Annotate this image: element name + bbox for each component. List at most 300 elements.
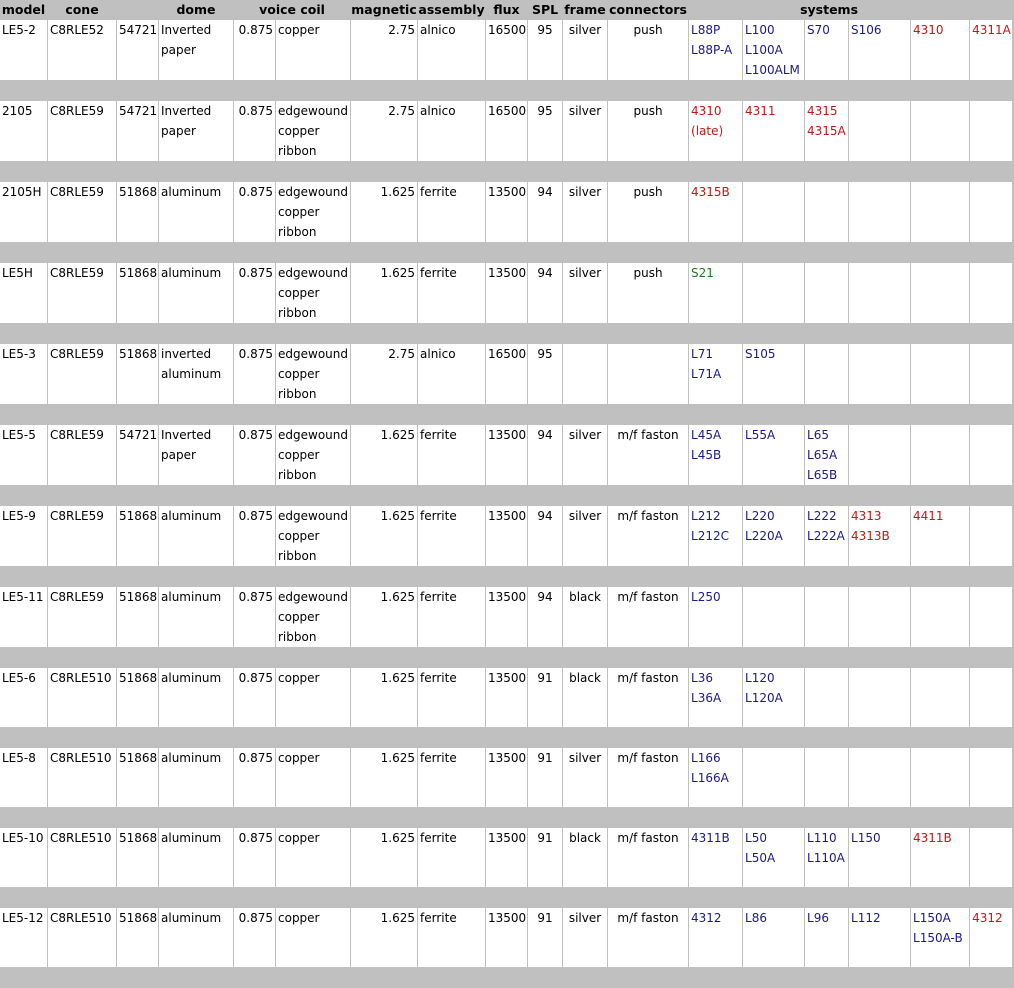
table-row [0, 182, 1012, 242]
system-cell [743, 263, 804, 323]
system-cell [911, 506, 969, 566]
voice-coil-size-cell: 0.875 [234, 748, 275, 807]
system-cell [805, 828, 848, 887]
flux-cell: 13500 [486, 748, 527, 807]
system-cell [743, 668, 804, 727]
part-number-cell: 51868 [117, 182, 158, 242]
system-cell [743, 828, 804, 887]
system-cell-line: L120A [745, 691, 783, 705]
system-cell [970, 908, 1012, 967]
system-cell-line: 4313B [851, 529, 890, 543]
system-cell [911, 101, 969, 161]
voice-coil-type-cell-line: copper [278, 23, 320, 37]
system-cell [805, 668, 848, 727]
assembly-cell: ferrite [418, 587, 485, 647]
spl-cell: 94 [528, 263, 562, 323]
voice-coil-type-cell [276, 908, 350, 967]
table-row [0, 748, 1012, 807]
system-cell [805, 344, 848, 404]
magnetic-cell: 1.625 [351, 587, 417, 647]
connectors-cell: m/f faston [608, 506, 688, 566]
system-cell-line: L220 [745, 509, 775, 523]
dome-cell [159, 908, 233, 967]
assembly-cell: ferrite [418, 908, 485, 967]
system-cell [970, 425, 1012, 485]
system-cell [743, 748, 804, 807]
spl-cell: 94 [528, 506, 562, 566]
system-cell [849, 908, 910, 967]
dome-cell [159, 668, 233, 727]
voice-coil-type-cell-line: copper [278, 610, 320, 624]
system-cell [689, 908, 742, 967]
system-cell [911, 425, 969, 485]
system-cell [970, 263, 1012, 323]
model-cell: 2105 [0, 101, 47, 161]
system-cell-line: 4311 [745, 104, 776, 118]
system-cell-line: 4311A [972, 23, 1011, 37]
system-cell [689, 263, 742, 323]
system-cell [805, 182, 848, 242]
system-cell-line: L100A [745, 43, 783, 57]
flux-cell: 13500 [486, 506, 527, 566]
dome-cell [159, 748, 233, 807]
system-cell [689, 101, 742, 161]
system-cell [805, 263, 848, 323]
row-separator-cell [0, 648, 969, 667]
row-separator-cell [0, 728, 969, 747]
voice-coil-type-cell-line: copper [278, 286, 320, 300]
system-cell [743, 425, 804, 485]
row-separator [0, 243, 1012, 262]
table-row [0, 668, 1012, 727]
frame-cell: silver [563, 101, 607, 161]
dome-cell [159, 587, 233, 647]
cone-cell: C8RLE59 [48, 263, 116, 323]
assembly-cell: ferrite [418, 668, 485, 727]
flux-cell: 13500 [486, 425, 527, 485]
assembly-cell: alnico [418, 344, 485, 404]
header-systems: systems [800, 2, 859, 17]
system-cell [849, 668, 910, 727]
magnetic-cell: 1.625 [351, 263, 417, 323]
flux-cell: 13500 [486, 182, 527, 242]
dome-cell-line: Inverted [161, 23, 212, 37]
system-cell-line: 4315 [807, 104, 838, 118]
voice-coil-size-cell: 0.875 [234, 182, 275, 242]
system-cell [743, 20, 804, 80]
system-cell-line: 4411 [913, 509, 944, 523]
system-cell [970, 20, 1012, 80]
row-separator-cell [0, 324, 969, 343]
system-cell-line: L50A [745, 851, 776, 865]
system-cell [911, 908, 969, 967]
dome-cell-line: Inverted [161, 428, 212, 442]
flux-cell: 13500 [486, 828, 527, 887]
magnetic-cell: 2.75 [351, 101, 417, 161]
system-cell-line: 4312 [972, 911, 1003, 925]
voice-coil-type-cell [276, 182, 350, 242]
frame-cell: silver [563, 748, 607, 807]
voice-coil-type-cell-line: edgewound [278, 266, 348, 280]
system-cell-line: L36A [691, 691, 722, 705]
model-cell: LE5-11 [0, 587, 47, 647]
cone-cell: C8RLE510 [48, 908, 116, 967]
system-cell [849, 344, 910, 404]
cone-cell: C8RLE59 [48, 506, 116, 566]
row-separator-cell [0, 888, 969, 907]
model-cell: LE5-6 [0, 668, 47, 727]
row-separator-cell [0, 808, 969, 827]
system-cell [970, 344, 1012, 404]
system-cell [970, 828, 1012, 887]
magnetic-cell: 2.75 [351, 344, 417, 404]
system-cell [743, 344, 804, 404]
spl-cell: 94 [528, 587, 562, 647]
connectors-cell: push [608, 101, 688, 161]
row-separator [0, 728, 1012, 747]
voice-coil-size-cell: 0.875 [234, 101, 275, 161]
dome-cell-line: inverted [161, 347, 212, 361]
system-cell-line: L45B [691, 448, 722, 462]
system-cell [849, 425, 910, 485]
frame-cell: silver [563, 263, 607, 323]
flux-cell: 13500 [486, 587, 527, 647]
part-number-cell: 51868 [117, 668, 158, 727]
system-cell [911, 828, 969, 887]
system-cell-line: 4311B [691, 831, 730, 845]
header-model: model [1, 2, 46, 17]
system-cell-line: L150A-B [913, 931, 963, 945]
system-cell-line: L150A [913, 911, 951, 925]
assembly-cell: ferrite [418, 425, 485, 485]
table-body [0, 20, 1012, 987]
cone-cell: C8RLE59 [48, 425, 116, 485]
system-cell [689, 506, 742, 566]
assembly-cell: ferrite [418, 748, 485, 807]
system-cell-line: 4313 [851, 509, 882, 523]
part-number-cell: 51868 [117, 587, 158, 647]
dome-cell-line: aluminum [161, 266, 222, 280]
header-spl: SPL [531, 2, 559, 17]
voice-coil-type-cell [276, 506, 350, 566]
connectors-cell: push [608, 20, 688, 80]
system-cell [849, 748, 910, 807]
voice-coil-type-cell-line: ribbon [278, 225, 317, 239]
cone-cell: C8RLE59 [48, 101, 116, 161]
part-number-cell: 51868 [117, 828, 158, 887]
system-cell-line: L88P [691, 23, 721, 37]
part-number-cell: 51868 [117, 344, 158, 404]
voice-coil-size-cell: 0.875 [234, 506, 275, 566]
voice-coil-type-cell-line: ribbon [278, 549, 317, 563]
model-cell: LE5-9 [0, 506, 47, 566]
cone-cell: C8RLE510 [48, 828, 116, 887]
system-cell [970, 506, 1012, 566]
frame-cell: silver [563, 182, 607, 242]
table-row [0, 828, 1012, 887]
dome-cell-line: paper [161, 448, 196, 462]
dome-cell [159, 828, 233, 887]
magnetic-cell: 2.75 [351, 20, 417, 80]
system-cell-line: S70 [807, 23, 830, 37]
assembly-cell: ferrite [418, 263, 485, 323]
table-row [0, 344, 1012, 404]
system-cell [911, 748, 969, 807]
dome-cell [159, 182, 233, 242]
system-cell-line: L65A [807, 448, 838, 462]
header-part [117, 0, 158, 19]
system-cell-line: 4315A [807, 124, 846, 138]
system-cell-line: L212C [691, 529, 729, 543]
table-row [0, 263, 1012, 323]
system-cell-line: 4311B [913, 831, 952, 845]
connectors-cell: m/f faston [608, 425, 688, 485]
voice-coil-type-cell-line: copper [278, 124, 320, 138]
header-dome: dome [176, 2, 216, 17]
dome-cell-line: paper [161, 124, 196, 138]
system-cell [743, 182, 804, 242]
dome-cell-line: aluminum [161, 831, 222, 845]
cone-cell: C8RLE510 [48, 748, 116, 807]
row-separator-cell [0, 162, 969, 181]
row-separator [0, 405, 1012, 424]
part-number-cell: 54721 [117, 425, 158, 485]
system-cell-line: 4310 [691, 104, 722, 118]
system-cell [970, 182, 1012, 242]
dome-cell-line: aluminum [161, 671, 222, 685]
table-row [0, 425, 1012, 485]
assembly-cell: alnico [418, 20, 485, 80]
system-cell [689, 587, 742, 647]
connectors-cell [608, 344, 688, 404]
voice-coil-type-cell [276, 20, 350, 80]
part-number-cell: 51868 [117, 748, 158, 807]
dome-cell-line: aluminum [161, 367, 222, 381]
voice-coil-size-cell: 0.875 [234, 828, 275, 887]
dome-cell [159, 344, 233, 404]
spl-cell: 94 [528, 425, 562, 485]
system-cell-line: L120 [745, 671, 775, 685]
system-cell-line: 4310 [913, 23, 944, 37]
table-row [0, 101, 1012, 161]
system-cell [689, 425, 742, 485]
system-cell-line: L220A [745, 529, 783, 543]
system-cell-line: L166 [691, 751, 721, 765]
dome-cell-line: aluminum [161, 911, 222, 925]
voice-coil-type-cell [276, 425, 350, 485]
system-cell-line: L222A [807, 529, 845, 543]
voice-coil-type-cell-line: copper [278, 751, 320, 765]
system-cell [911, 587, 969, 647]
system-cell-line: L86 [745, 911, 767, 925]
system-cell [970, 668, 1012, 727]
voice-coil-type-cell-line: copper [278, 911, 320, 925]
part-number-cell: 51868 [117, 506, 158, 566]
magnetic-cell: 1.625 [351, 908, 417, 967]
system-cell [805, 748, 848, 807]
voice-coil-type-cell [276, 344, 350, 404]
connectors-cell: push [608, 182, 688, 242]
system-cell [805, 20, 848, 80]
voice-coil-type-cell-line: ribbon [278, 630, 317, 644]
row-separator [0, 324, 1012, 343]
voice-coil-size-cell: 0.875 [234, 587, 275, 647]
system-cell-line: L150 [851, 831, 881, 845]
dome-cell-line: paper [161, 43, 196, 57]
row-separator-cell [0, 968, 969, 987]
voice-coil-type-cell-line: edgewound [278, 347, 348, 361]
dome-cell [159, 101, 233, 161]
row-separator-cell [0, 486, 969, 505]
model-cell: LE5-12 [0, 908, 47, 967]
row-separator-cell [0, 405, 969, 424]
spl-cell: 91 [528, 828, 562, 887]
frame-cell: silver [563, 20, 607, 80]
system-cell [805, 506, 848, 566]
row-separator-cell [0, 81, 969, 100]
system-cell [805, 425, 848, 485]
spl-cell: 91 [528, 748, 562, 807]
part-number-cell: 54721 [117, 20, 158, 80]
system-cell [849, 506, 910, 566]
voice-coil-size-cell: 0.875 [234, 425, 275, 485]
row-separator [0, 81, 1012, 100]
connectors-cell: push [608, 263, 688, 323]
system-cell-line: (late) [691, 124, 724, 138]
row-separator-cell [0, 243, 969, 262]
assembly-cell: ferrite [418, 506, 485, 566]
voice-coil-type-cell-line: edgewound [278, 104, 348, 118]
spl-cell: 94 [528, 182, 562, 242]
system-cell-line: L110A [807, 851, 845, 865]
frame-cell: black [563, 668, 607, 727]
system-cell [849, 828, 910, 887]
voice-coil-type-cell [276, 748, 350, 807]
system-cell [805, 908, 848, 967]
system-cell [849, 263, 910, 323]
model-cell: LE5H [0, 263, 47, 323]
connectors-cell: m/f faston [608, 748, 688, 807]
voice-coil-size-cell: 0.875 [234, 344, 275, 404]
connectors-cell: m/f faston [608, 587, 688, 647]
part-number-cell: 51868 [117, 908, 158, 967]
voice-coil-size-cell: 0.875 [234, 908, 275, 967]
header-magnetic: magnetic [351, 2, 417, 17]
voice-coil-size-cell: 0.875 [234, 263, 275, 323]
dome-cell [159, 506, 233, 566]
system-cell-line: L50 [745, 831, 767, 845]
system-cell [743, 506, 804, 566]
system-cell [689, 748, 742, 807]
magnetic-cell: 1.625 [351, 182, 417, 242]
dome-cell [159, 20, 233, 80]
header-row [0, 0, 1012, 19]
voice-coil-type-cell [276, 668, 350, 727]
voice-coil-type-cell-line: edgewound [278, 185, 348, 199]
magnetic-cell: 1.625 [351, 668, 417, 727]
system-cell-line: L65 [807, 428, 829, 442]
frame-cell [563, 344, 607, 404]
system-cell [849, 182, 910, 242]
part-number-cell: 54721 [117, 101, 158, 161]
voice-coil-type-cell-line: ribbon [278, 306, 317, 320]
header-flux: flux [493, 2, 520, 17]
dome-cell [159, 425, 233, 485]
system-cell [743, 101, 804, 161]
voice-coil-type-cell-line: edgewound [278, 509, 348, 523]
system-cell-line: L88P-A [691, 43, 733, 57]
magnetic-cell: 1.625 [351, 748, 417, 807]
assembly-cell: ferrite [418, 828, 485, 887]
flux-cell: 16500 [486, 101, 527, 161]
part-number-cell: 51868 [117, 263, 158, 323]
voice-coil-type-cell-line: copper [278, 367, 320, 381]
system-cell-line: L222 [807, 509, 837, 523]
system-cell [743, 587, 804, 647]
row-separator [0, 162, 1012, 181]
row-separator [0, 888, 1012, 907]
spl-cell: 91 [528, 908, 562, 967]
voice-coil-type-cell-line: ribbon [278, 144, 317, 158]
system-cell-line: L112 [851, 911, 881, 925]
voice-coil-size-cell: 0.875 [234, 20, 275, 80]
row-separator [0, 567, 1012, 586]
cone-cell: C8RLE510 [48, 668, 116, 727]
system-cell [689, 344, 742, 404]
system-cell-line: L110 [807, 831, 837, 845]
spl-cell: 91 [528, 668, 562, 727]
assembly-cell: ferrite [418, 182, 485, 242]
system-cell [911, 344, 969, 404]
system-cell-line: L55A [745, 428, 776, 442]
model-cell: LE5-3 [0, 344, 47, 404]
table-row [0, 908, 1012, 967]
system-cell [743, 908, 804, 967]
system-cell [970, 101, 1012, 161]
system-cell-line: L45A [691, 428, 722, 442]
row-separator [0, 648, 1012, 667]
connectors-cell: m/f faston [608, 908, 688, 967]
system-cell-line: L96 [807, 911, 829, 925]
voice-coil-type-cell-line: ribbon [278, 387, 317, 401]
system-cell [689, 828, 742, 887]
voice-coil-type-cell [276, 828, 350, 887]
row-separator-cell [0, 567, 969, 586]
magnetic-cell: 1.625 [351, 425, 417, 485]
flux-cell: 13500 [486, 908, 527, 967]
magnetic-cell: 1.625 [351, 506, 417, 566]
model-cell: LE5-8 [0, 748, 47, 807]
system-cell [849, 587, 910, 647]
frame-cell: silver [563, 425, 607, 485]
voice-coil-type-cell-line: ribbon [278, 468, 317, 482]
connectors-cell: m/f faston [608, 828, 688, 887]
dome-cell-line: aluminum [161, 509, 222, 523]
system-cell [849, 101, 910, 161]
flux-cell: 13500 [486, 668, 527, 727]
voice-coil-type-cell-line: copper [278, 831, 320, 845]
system-cell-line: L36 [691, 671, 713, 685]
spl-cell: 95 [528, 344, 562, 404]
system-cell [911, 20, 969, 80]
magnetic-cell: 1.625 [351, 828, 417, 887]
dome-cell-line: aluminum [161, 185, 222, 199]
flux-cell: 13500 [486, 263, 527, 323]
frame-cell: black [563, 828, 607, 887]
spl-cell: 95 [528, 101, 562, 161]
table-row [0, 587, 1012, 647]
header-frame: frame [564, 2, 606, 17]
